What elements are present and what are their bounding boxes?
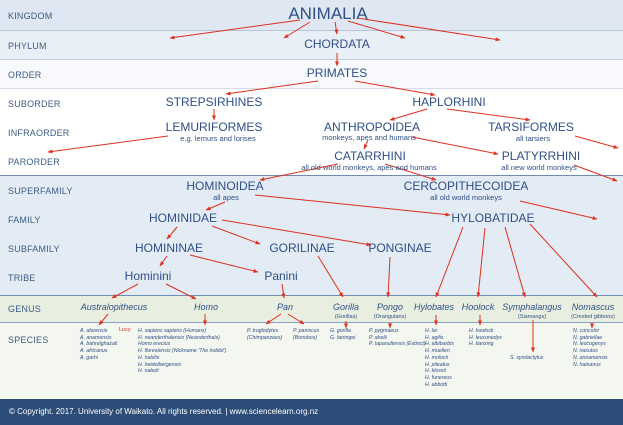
rank-genus: GENUS (8, 304, 42, 314)
node-ponginae: PONGINAE (368, 241, 432, 255)
arrow (166, 284, 196, 299)
species-item: H. pileatus (425, 361, 450, 368)
node-hylobatidae: HYLOBATIDAE (451, 211, 535, 225)
species-hoolock (469, 328, 502, 348)
node-anthropoidea: ANTHROPOIDEA (323, 120, 421, 134)
species-hylobates (425, 328, 454, 388)
species-item: A. garhi (80, 354, 98, 361)
arrow (348, 21, 405, 38)
arrow (447, 109, 530, 120)
species-item: P. pygmaeus (369, 328, 399, 334)
species-item: H. albibarbis (425, 341, 454, 348)
genus-nomascus: Nomascus (571, 302, 615, 312)
species-item: A. africanus (80, 348, 108, 355)
species-homo (138, 328, 226, 375)
arrow (335, 22, 337, 34)
genus-pongo-common: (Orangutans) (373, 314, 407, 320)
node-catarrhini: CATARRHINI (334, 149, 406, 163)
rank-family: FAMILY (8, 215, 41, 225)
node-gorilinae: GORILINAE (269, 241, 335, 255)
genus-homo: Homo (193, 302, 219, 312)
arrow (575, 136, 618, 148)
arrow (357, 18, 500, 40)
footer-bar (0, 399, 623, 425)
node-panini: Panini (264, 269, 298, 283)
species-item: H. muelleri (425, 348, 450, 355)
species-gorilla (330, 328, 355, 341)
species-item: A. bahrelghazali (80, 341, 118, 348)
arrow (212, 226, 260, 244)
arrow (436, 227, 463, 297)
arrow (48, 136, 168, 152)
species-nomascus (573, 328, 608, 368)
genus-hylobates: Hylobates (413, 302, 455, 312)
node-lemuriformes: LEMURIFORMES (165, 120, 263, 134)
species-item: N. gabriellae (573, 334, 603, 341)
species-item: G. gorilla (330, 328, 351, 334)
species-pan-troglodytes (247, 328, 282, 341)
node-strepsirhines: STREPSIRHINES (165, 95, 263, 109)
species-item: P. tapanuliensis (Extinct) (369, 341, 426, 348)
species-item: H. klossii (425, 368, 446, 375)
node-animalia: ANIMALIA (288, 4, 368, 23)
arrow (284, 22, 310, 38)
arrow (226, 81, 318, 94)
arrow (112, 284, 138, 298)
genus-gorilla-common: (Gorillas) (334, 314, 358, 320)
node-tarsiformes-desc: all tarsiers (515, 134, 551, 143)
species-item: H. funereus (425, 374, 452, 381)
species-item: H. naledi (138, 368, 159, 375)
species-item: H. hoolock (469, 328, 494, 334)
node-primates: PRIMATES (306, 66, 368, 80)
species-item: N. hainanus (573, 361, 601, 368)
species-item: P. abelii (369, 334, 387, 341)
species-item: H. floresiensis (Nickname 'The hobbit') (138, 348, 227, 355)
species-item: H. lar (425, 328, 438, 334)
rank-infraorder: INFRAORDER (8, 128, 70, 138)
node-chordata: CHORDATA (304, 37, 370, 51)
species-symphalangus (510, 355, 543, 362)
arrow (412, 137, 498, 154)
species-item: Homo erectus (138, 341, 171, 348)
node-hominini: Hominini (124, 269, 172, 283)
rank-species: SPECIES (8, 335, 49, 345)
rank-order: ORDER (8, 70, 42, 80)
arrow (167, 227, 177, 239)
genus-nomascus-common: (Crested gibbons) (571, 314, 615, 320)
arrow (266, 314, 281, 324)
species-item: P. troglodytes (247, 328, 279, 334)
node-platyrrhini: PLATYRRHINI (501, 149, 581, 163)
node-cercopithecoidea: CERCOPITHECOIDEA (403, 179, 529, 193)
lucy-label: Lucy (119, 327, 131, 333)
genus-hoolock: Hoolock (461, 302, 495, 312)
species-item: G. beringei (330, 334, 356, 341)
species-item: H. heidelbergensis (138, 361, 181, 368)
arrow (288, 314, 304, 324)
rank-subfamily: SUBFAMILY (8, 244, 60, 254)
species-item: H. abbotti (425, 381, 448, 388)
arrow (160, 256, 167, 266)
species-item: A. anamensis (80, 334, 112, 341)
footer-copyright: © Copyright. 2017. University of Waikato. All rights reserved. | www.sciencelearn.org.nz (9, 407, 319, 416)
species-item: H. tianxing (469, 341, 494, 348)
species-item: H. habilis (138, 354, 160, 361)
species-item: (Chimpanzees) (247, 334, 283, 341)
node-tarsiformes: TARSIFORMES (488, 120, 574, 134)
genus-symphalangus: Symphalangus (502, 302, 562, 312)
arrow (190, 255, 258, 272)
genus-pongo: Pongo (376, 302, 404, 312)
rank-superfamily: SUPERFAMILY (8, 186, 73, 196)
arrow (255, 195, 450, 215)
rank-phylum: PHYLUM (8, 41, 47, 51)
genus-gorilla: Gorilla (332, 302, 360, 312)
genus-symphalangus-common: (Siamangs) (517, 314, 547, 320)
arrow (206, 202, 225, 210)
arrow (478, 228, 485, 297)
arrow (99, 314, 108, 325)
species-item: N. leucogenys (573, 341, 606, 348)
species-item: H. sapiens sapiens (Humans) (138, 328, 207, 334)
rank-kingdom: KINGDOM (8, 11, 53, 21)
species-item: H. leuconedys (469, 334, 502, 341)
species-item: N. concolor (573, 328, 600, 334)
species-item: S. syndactylus (510, 355, 544, 361)
arrow (388, 257, 390, 297)
arrow (530, 224, 597, 297)
node-anthropoidea-desc: monkeys, apes and humans (322, 133, 416, 142)
node-hominoidea-desc: all apes (213, 193, 239, 202)
node-haplorhini: HAPLORHINI (412, 95, 486, 109)
node-cercopithecoidea-desc: all old world monkeys (430, 193, 502, 202)
rank-tribe: TRIBE (8, 273, 36, 283)
arrow (355, 81, 435, 95)
node-platyrrhini-desc: all new world monkeys (501, 163, 577, 172)
genus-australopithecus: Australopithecus (80, 302, 148, 312)
rank-suborder: SUBORDER (8, 99, 61, 109)
node-catarrhini-desc: all old world monkeys, apes and humans (301, 163, 437, 172)
arrow (318, 256, 343, 297)
species-item: A. afarensis (80, 328, 108, 334)
arrow (170, 20, 300, 38)
species-item: N. nasutus (573, 348, 598, 355)
species-item: P. paniscus (293, 328, 320, 334)
node-lemuriformes-desc: e.g. lemurs and lorises (180, 134, 256, 143)
species-item: (Bonobos) (293, 334, 317, 341)
arrow (574, 165, 617, 181)
species-pongo (369, 328, 425, 348)
species-item: H. moloch (425, 354, 449, 361)
rank-parorder: PARORDER (8, 157, 60, 167)
genus-pan: Pan (276, 302, 294, 312)
species-item: H. agilis (425, 334, 444, 341)
species-australopithecus (80, 328, 117, 362)
node-hominoidea: HOMINOIDEA (186, 179, 264, 193)
node-homininae: HOMININAE (134, 241, 204, 255)
arrow (390, 109, 427, 120)
species-item: H. neanderthalensis (Neanderthals) (138, 334, 220, 341)
species-item: N. annamensis (573, 354, 608, 361)
arrow (505, 227, 525, 297)
node-hominidae: HOMINIDAE (148, 211, 218, 225)
arrow (282, 284, 284, 298)
species-pan-paniscus (293, 328, 319, 341)
